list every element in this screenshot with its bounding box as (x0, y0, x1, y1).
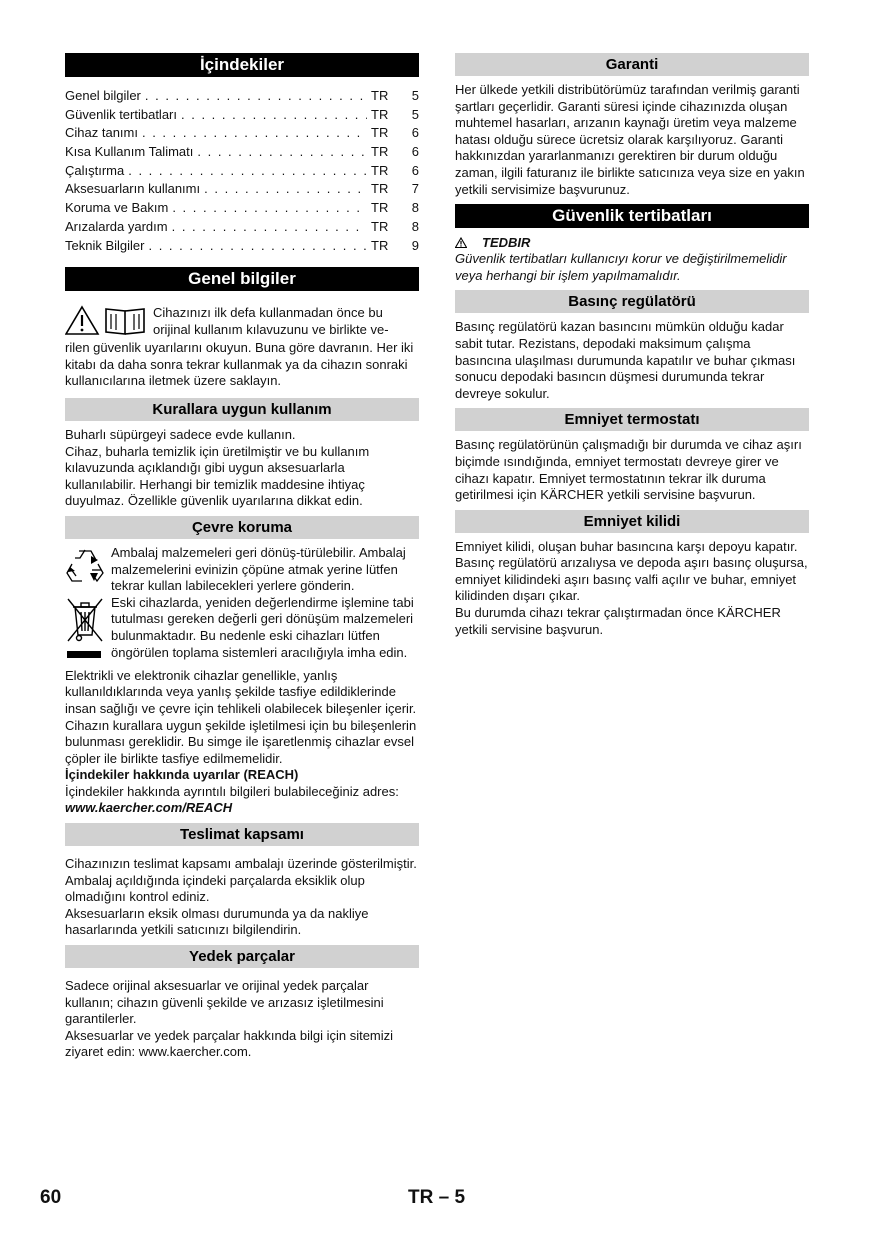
table-of-contents (65, 87, 419, 255)
toc-row[interactable]: Genel bilgiler . . . TR 5 (65, 87, 419, 106)
spare-parts-heading: Yedek parçalar (65, 945, 419, 968)
toc-row[interactable]: Koruma ve Bakım . . . TR 8 (65, 199, 419, 218)
toc-row[interactable]: Teknik Bilgiler . . . TR 9 (65, 237, 419, 256)
weee-text: Eski cihazlarda, yeniden değerlendirme işlemine tabi tutulması gereken değerli geri dönüşüm malzemeleri bulunmaktadır. Bu nedenle eski cihazları lütfen öngörülen toplama sistemleri aracılığıyla imha edin. (111, 594, 414, 660)
left-column (65, 53, 419, 1061)
general-intro-first: Cihazınızı ilk defa kullanmadan önce bu orijinal kullanım kılavuzunu ve birlikte ve- (153, 305, 389, 337)
reach-text: İçindekiler hakkında ayrıntılı bilgileri bulabileceğiniz adres: (65, 783, 399, 799)
page-number: 60 (40, 1187, 62, 1208)
toc-row[interactable]: Arızalarda yardım . . . TR 8 (65, 218, 419, 237)
recycle-icon (65, 545, 105, 585)
caution-label: TEDBIR (482, 235, 531, 251)
safety-lock-heading: Emniyet kilidi (455, 510, 809, 533)
weee-note (65, 595, 419, 668)
general-heading: Genel bilgiler (65, 267, 419, 291)
warning-manual-icon (65, 305, 149, 335)
warning-icon (455, 237, 467, 248)
thermostat-heading: Emniyet termostatı (455, 408, 809, 431)
intended-use-heading: Kurallara uygun kullanım (65, 398, 419, 421)
right-column (455, 53, 809, 638)
warranty-heading: Garanti (455, 53, 809, 76)
reach-link[interactable]: www.kaercher.com/REACH (65, 800, 233, 816)
general-intro-rest: rilen güvenlik uyarılarını okuyun. Buna göre davranın. Her iki kitabı da daha sonra tekrar kullanmak ya da cihazın sonraki kullanıcılarına iletmek üzere saklayın. (65, 340, 414, 389)
warranty-text: Her ülkede yetkili distribütörümüz tarafından verilmiş garanti şartları geçerlidir. Garanti süresi içinde cihazınızda oluşan muhtemel hasarları, arızanın kaynağı üretim veya malzeme hatası olduğu sürece ücretsiz olarak karşılıyoruz. Garanti hakkınızdan yararlanmanızı gerektiren bir durum olduğu zaman, ilgili faturanız ile birlikte satıcınıza veya size en yakın yetkili servisimize başvurunuz. (455, 82, 805, 197)
toc-row[interactable]: Güvenlik tertibatları . . . TR 5 (65, 106, 419, 125)
delivery-p1: Cihazınızın teslimat kapsamı ambalajı üzerinde gösterilmiştir. Ambalaj açıldığında içindeki parçalarda eksiklik olup olmadığını kontrol ediniz. (65, 856, 417, 905)
intended-use-p1: Buharlı süpürgeyi sadece evde kullanın. (65, 426, 296, 442)
spare-parts-p1: Sadece orijinal aksesuarlar ve orijinal yedek parçalar kullanın; cihazın güvenli şekilde ve arızasız işletilmesini garantilerler. (65, 978, 384, 1027)
page-label: TR – 5 (408, 1187, 466, 1208)
delivery-heading: Teslimat kapsamı (65, 823, 419, 846)
toc-row[interactable]: Çalıştırma . . . TR 6 (65, 162, 419, 181)
thermostat-text: Basınç regülatörünün çalışmadığı bir durumda ve cihaz aşırı biçimde ısındığında, emniyet termostatı devreye girer ve cihazı kapatır. Emniyet termostatının tekrar ilk duruma getirilmesi için KÄRCHER yetkili servisine başvurun. (455, 437, 802, 503)
pressure-regulator-heading: Basınç regülatörü (455, 290, 809, 313)
safety-lock-p1: Emniyet kilidi, oluşan buhar basıncına karşı depoyu kapatır. Basınç regülatörü arızalıysa ve depoda aşırı basınç oluşursa, emniyet kilidindeki aşırı basınç valfi açılır ve buhar, emniyet kilidinden dışarı çıkar. (455, 538, 808, 604)
caution-text: Güvenlik tertibatları kullanıcıyı korur ve değiştirilmemelidir veya herhangi bir işlem yapılmamalıdır. (455, 251, 787, 283)
toc-row[interactable]: Cihaz tanımı . . . TR 6 (65, 124, 419, 143)
spare-parts-p2: Aksesuarlar ve yedek parçalar hakkında bilgi için sitemizi ziyaret edin: www.kaercher.com. (65, 1027, 394, 1060)
environment-heading: Çevre koruma (65, 516, 419, 539)
toc-row[interactable]: Aksesuarların kullanımı . . . TR 7 (65, 180, 419, 199)
general-intro (65, 305, 419, 340)
safety-heading: Güvenlik tertibatları (455, 204, 809, 228)
reach-title: İçindekiler hakkında uyarılar (REACH) (65, 767, 299, 783)
safety-lock-p2: Bu durumda cihazı tekrar çalıştırmadan önce KÄRCHER yetkili servisine başvurun. (455, 605, 781, 637)
recycle-text: Ambalaj malzemeleri geri dönüş-türülebilir. Ambalaj malzemelerini evinizin çöpüne atmak yerine lütfen tekrar kullan labilecekleri yerlere gönderin. (111, 544, 406, 594)
caution-note (455, 234, 809, 251)
intended-use-p2: Cihaz, buharla temizlik için üretilmiştir ve bu kullanım kılavuzunda açıklandığı gibi uygun aksesuarlarla kullanılabilir. Herhangi bir temizlik maddesine ihtiyaç duyulmaz. Özellikle güvenlik uyarılarına dikkat edin. (65, 443, 370, 509)
pressure-regulator-text: Basınç regülatörü kazan basıncını mümkün olduğu kadar sabit tutar. Rezistans, depodaki maksimum çalışma basıncına ulaşılması durumunda kapatılır ve buhar çıkması sonucu depodaki basıncın düşmesi durumunda tekrar devreye sokulur. (455, 319, 796, 401)
toc-heading: İçindekiler (65, 53, 419, 77)
recycle-note (65, 545, 419, 595)
electronics-text: Elektrikli ve elektronik cihazlar genellikle, yanlış kullanıldıklarında veya yanlış şekilde tasfiye edildiklerinde insan sağlığı ve çevre için tehlikeli olabilecek bileşenler içerir. Cihazın kurallara uygun şekilde işletilmesi için bu bileşenlerin bulunması gereklidir. Bu simge ile işaretlenmiş cihazlar evsel çöpler ile birlikte tasfiye edilmemelidir. (65, 667, 417, 766)
toc-row[interactable]: Kısa Kullanım Talimatı . . . TR 6 (65, 143, 419, 162)
crossed-bin-icon (65, 595, 105, 663)
delivery-p2: Aksesuarların eksik olması durumunda ya da nakliye hasarlarında yetkili satıcınızı bilgilendirin. (65, 905, 369, 938)
